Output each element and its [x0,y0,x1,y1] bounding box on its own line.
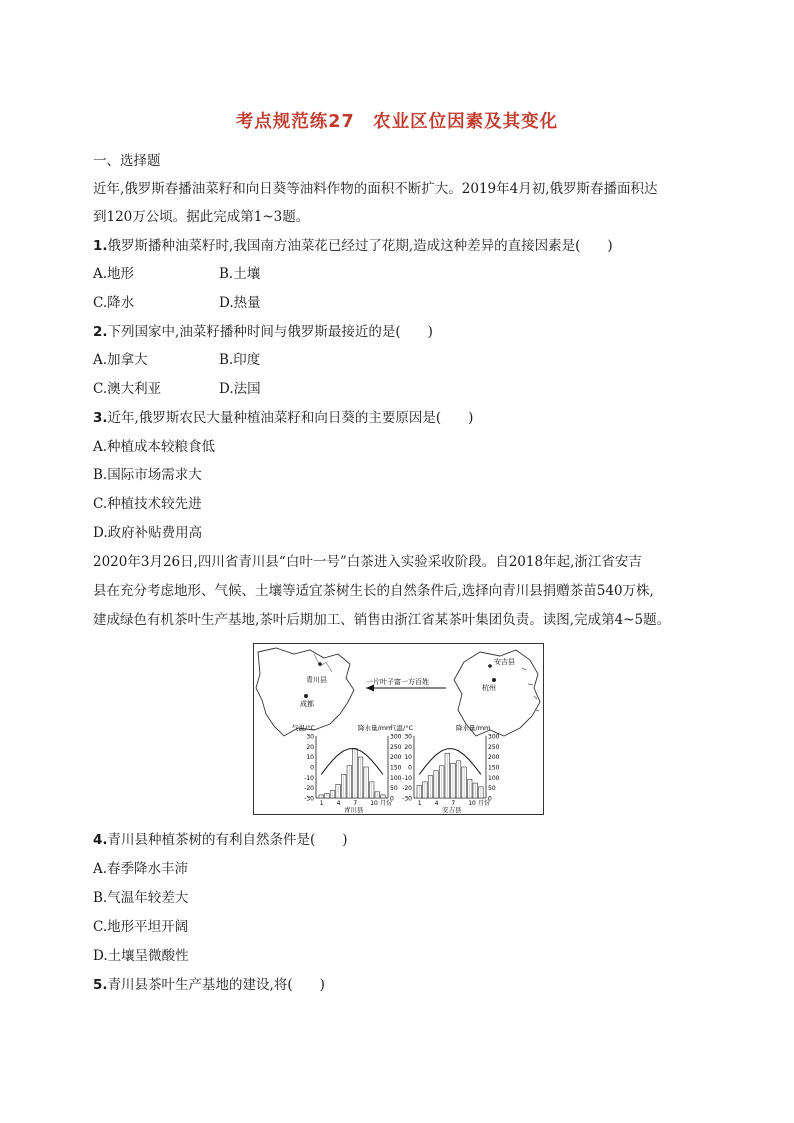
precip-tick-label: 100 [488,774,500,782]
precip-tick-label: 50 [488,785,496,793]
temp-tick-label: -30 [402,795,412,803]
question-stem: 近年,俄罗斯农民大量种植油菜籽和向日葵的主要原因是( ) [107,410,474,426]
q2-option-a[interactable]: A.加拿大 [93,352,148,368]
question-number: 4. [93,832,108,848]
question-3 [93,409,473,427]
precip-tick-label: 100 [390,774,402,782]
precip-tick-label: 200 [390,754,402,762]
question-5 [93,976,325,994]
q1-option-b[interactable]: B.土壤 [219,266,261,282]
q4-option-d[interactable]: D.土壤呈微酸性 [93,948,189,964]
sichuan-province-outline [256,648,354,736]
month-tick-label: 7 [451,800,456,807]
q3-option-b[interactable]: B.国际市场需求大 [93,467,202,483]
precip-tick-label: 300 [390,733,402,741]
precip-tick-label: 150 [488,764,500,772]
temp-tick-label: 20 [306,743,314,751]
question-1 [93,237,613,255]
q2-option-c[interactable]: C.澳大利亚 [93,381,162,397]
chengdu-marker [304,694,308,698]
anji-marker [488,664,492,668]
question-number: 5. [93,977,108,993]
month-tick-label: 4 [336,800,341,807]
q1-option-c[interactable]: C.降水 [93,295,135,311]
section-heading: 一、选择题 [93,153,161,169]
precip-tick-label: 250 [390,743,402,751]
temperature-curve [419,749,481,775]
q1-option-d[interactable]: D.热量 [219,295,261,311]
month-tick-label: 10 [468,800,476,807]
question-number: 1. [93,238,108,254]
q3-option-a[interactable]: A.种植成本较粮食低 [93,439,216,455]
temp-axis-title: 气温/°C [390,724,413,732]
q3-option-d[interactable]: D.政府补贴费用高 [93,525,203,541]
figure-canvas [254,644,545,816]
map-climate-figure [253,643,544,815]
temp-axis-title: 气温/°C [292,724,315,732]
temp-tick-label: 30 [306,733,314,741]
precip-tick-label: 300 [488,733,500,741]
map-label-anji: 安吉县 [494,658,515,666]
precip-axis-title: 降水量/mm [358,724,393,732]
q2-option-d[interactable]: D.法国 [219,381,261,397]
temp-tick-label: 0 [408,764,412,772]
intro-paragraph-1-line-2: 到120万公顷。据此完成第1~3题。 [93,209,310,225]
page-title: 考点规范练27 农业区位因素及其变化 [235,112,559,132]
q4-option-a[interactable]: A.春季降水丰沛 [93,861,189,877]
month-tick-label: 4 [434,800,439,807]
precip-tick-label: 200 [488,754,500,762]
q2-option-b[interactable]: B.印度 [219,352,261,368]
temp-tick-label: 10 [404,754,412,762]
month-axis-title: 月份 [478,800,491,807]
question-4 [93,831,348,849]
temp-tick-label: 0 [310,764,314,772]
chart-caption: 安吉县 [442,806,462,814]
temp-tick-label: 20 [404,743,412,751]
question-stem: 青川县茶叶生产基地的建设,将( ) [107,977,325,993]
month-tick-label: 1 [319,800,324,807]
precip-tick-label: 150 [390,764,402,772]
question-stem: 下列国家中,油菜籽播种时间与俄罗斯最接近的是( ) [107,324,433,340]
precip-axis-title: 降水量/mm [456,724,491,732]
chart-caption: 青川县 [344,806,364,814]
temp-tick-label: -30 [304,795,314,803]
month-tick-label: 10 [370,800,378,807]
q4-option-c[interactable]: C.地形平坦开阔 [93,919,189,935]
question-number: 3. [93,410,108,426]
temp-tick-label: 10 [306,754,314,762]
precip-tick-label: 0 [488,795,492,803]
map-label-chengdu: 成都 [300,700,314,708]
temp-tick-label: 30 [404,733,412,741]
temp-tick-label: -20 [304,785,314,793]
q3-option-c[interactable]: C.种植技术较先进 [93,496,202,512]
q1-option-a[interactable]: A.地形 [93,266,135,282]
question-stem: 俄罗斯播种油菜籽时,我国南方油菜花已经过了花期,造成这种差异的直接因素是( ) [107,238,613,254]
intro-paragraph-2-line-1: 2020年3月26日,四川省青川县“白叶一号”白茶进入实验采收阶段。自2018年起,浙江省安吉 [93,554,642,570]
intro-paragraph-2-line-3: 建成绿色有机茶叶生产基地,茶叶后期加工、销售由浙江省某茶叶集团负责。读图,完成第4~5题。 [93,612,671,628]
precip-tick-label: 0 [390,795,394,803]
question-2 [93,323,433,341]
temp-tick-label: -10 [402,774,412,782]
qingchuan-marker [318,662,322,666]
q4-option-b[interactable]: B.气温年较差大 [93,890,189,906]
temp-tick-label: -10 [304,774,314,782]
map-label-qingchuan: 青川县 [306,676,327,684]
climate-chart-qingchuan [292,723,402,814]
intro-paragraph-1-line-1: 近年,俄罗斯春播油菜籽和向日葵等油料作物的面积不断扩大。2019年4月初,俄罗斯春播面积达 [93,181,658,197]
month-tick-label: 1 [417,800,422,807]
intro-paragraph-2-line-2: 县在充分考虑地形、气候、土壤等适宜茶树生长的自然条件后,选择向青川县捐赠茶苗540万株, [93,583,654,599]
question-number: 2. [93,324,108,340]
precip-tick-label: 50 [390,785,398,793]
month-axis-title: 月份 [380,800,393,807]
question-stem: 青川县种植茶树的有利自然条件是( ) [107,832,348,848]
hangzhou-marker [492,678,496,682]
temp-tick-label: -20 [402,785,412,793]
slogan-text: 一片叶子富一方百姓 [366,678,429,686]
month-tick-label: 7 [353,800,358,807]
precip-tick-label: 250 [488,743,500,751]
map-label-hangzhou: 杭州 [482,684,496,692]
climate-chart-anji [390,723,500,814]
temperature-curve [321,749,383,775]
